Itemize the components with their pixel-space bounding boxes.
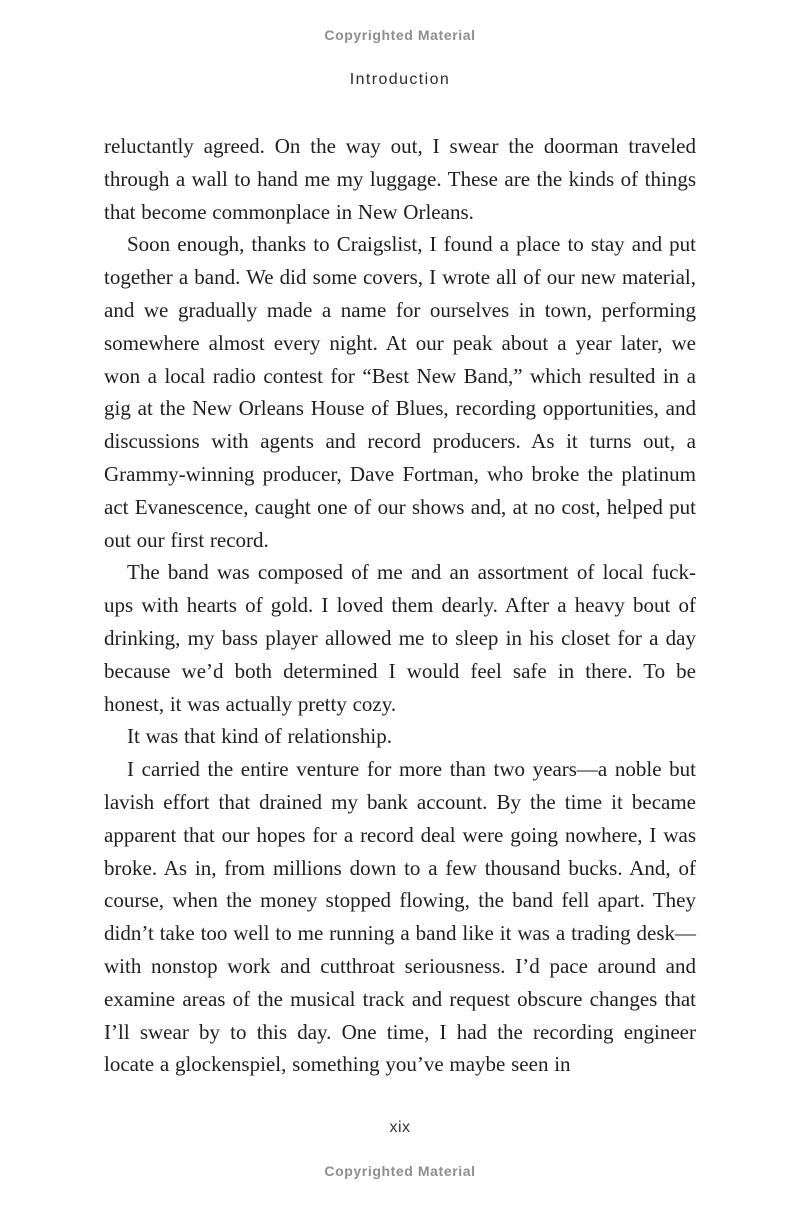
paragraph: It was that kind of relationship. xyxy=(127,724,392,749)
body-text-block xyxy=(104,130,696,1081)
paragraph: The band was composed of me and an assortment of local fuck-ups with hearts of gold. I loved them dearly. After a heavy bout of drinking, my bass player allowed me to sleep in his closet for a day because we’d both determined I would feel safe in there. To be honest, it was actually pretty cozy. xyxy=(104,560,696,716)
paragraph: reluctantly agreed. On the way out, I swear the doorman traveled through a wall to hand me my luggage. These are the kinds of things that become commonplace in New Orleans. xyxy=(104,134,696,224)
chapter-running-head: Introduction xyxy=(349,71,451,88)
paragraph: I carried the entire venture for more than two years—a noble but lavish effort that drained my bank account. By the time it became apparent that our hopes for a record deal were going nowhere, I was broke. As in, from millions down to a few thousand bucks. And, of course, when the money stopped flowing, the band fell apart. They didn’t take too well to me running a band like it was a trading desk—with nonstop work and cutthroat seriousness. I’d pace around and examine areas of the musical track and request obscure changes that I’ll swear by to this day. One time, I had the recording engineer locate a glockenspiel, something you’ve maybe seen in xyxy=(104,757,696,1077)
paragraph: Soon enough, thanks to Craigslist, I found a place to stay and put together a band. We did some covers, I wrote all of our new material, and we gradually made a name for ourselves in town, performing somewhere almost every night. At our peak about a year later, we won a local radio contest for “Best New Band,” which resulted in a gig at the New Orleans House of Blues, recording opportunities, and discussions with agents and record producers. As it turns out, a Grammy-winning producer, Dave Fortman, who broke the platinum act Evanescence, caught one of our shows and, at no cost, helped put out our first record. xyxy=(104,232,696,552)
page-number: xix xyxy=(389,1119,411,1136)
copyright-notice-bottom: Copyrighted Material xyxy=(324,1163,476,1179)
copyright-notice-top: Copyrighted Material xyxy=(324,27,476,43)
